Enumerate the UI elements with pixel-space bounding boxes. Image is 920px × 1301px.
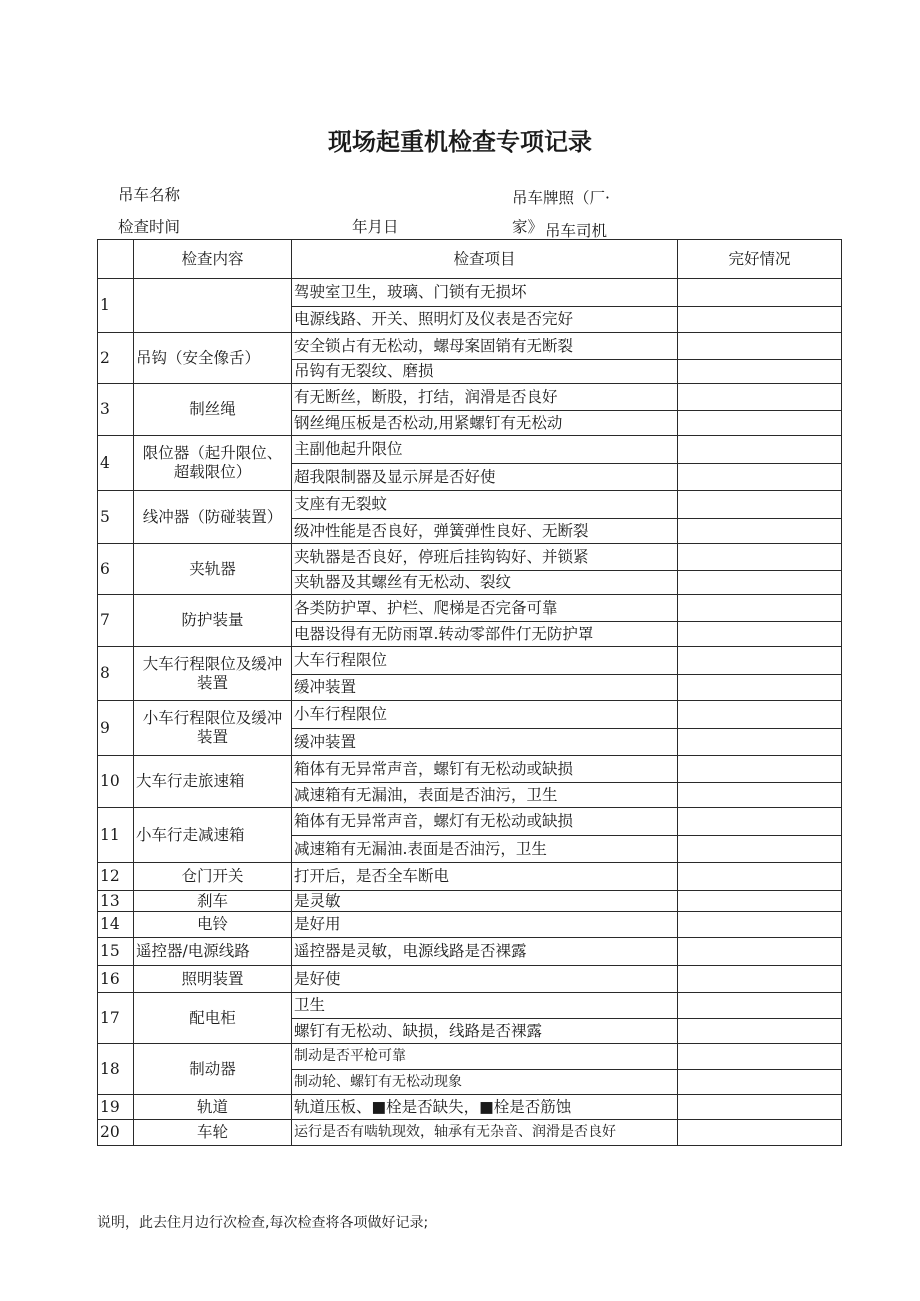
- inspection-item: 有无断丝，断股，打结，润滑是否良好: [292, 384, 678, 411]
- status-cell[interactable]: [678, 966, 842, 993]
- inspection-content: 大车行走旅速箱: [134, 756, 292, 808]
- inspection-item: 减速箱有无漏油.表面是否油污，卫生: [292, 836, 678, 863]
- table-row: [98, 863, 842, 891]
- status-cell[interactable]: [678, 464, 842, 491]
- header-status: 完好情况: [678, 240, 842, 279]
- inspection-item: 卫生: [292, 993, 678, 1019]
- status-cell[interactable]: [678, 571, 842, 595]
- table-row: [98, 701, 842, 729]
- inspection-content: 制丝绳: [134, 384, 292, 436]
- inspection-content: 制动器: [134, 1044, 292, 1095]
- row-number: 6: [98, 544, 134, 595]
- status-cell[interactable]: [678, 1095, 842, 1120]
- inspection-content: 防护装量: [134, 595, 292, 647]
- status-cell[interactable]: [678, 622, 842, 647]
- inspection-item: 安全锁占有无松动，螺母案固销有无断裂: [292, 333, 678, 360]
- status-cell[interactable]: [678, 307, 842, 333]
- inspection-item: 电器设得有无防雨罩.转动零部件仃无防护罩: [292, 622, 678, 647]
- inspection-item: 轨道压板、■栓是否缺失，■栓是否筋蚀: [292, 1095, 678, 1120]
- row-number: 17: [98, 993, 134, 1044]
- status-cell[interactable]: [678, 647, 842, 675]
- crane-name-label: 吊车名称: [118, 186, 181, 204]
- inspection-item: 夹轨器及其螺丝有无松动、裂纹: [292, 571, 678, 595]
- table-row: [98, 436, 842, 464]
- table-row: [98, 279, 842, 307]
- date-label: 年月日: [352, 218, 399, 236]
- status-cell[interactable]: [678, 783, 842, 808]
- inspection-content: 小车行走减速箱: [134, 808, 292, 863]
- table-row: [98, 912, 842, 938]
- inspection-item: 制动是否平枪可靠: [292, 1044, 678, 1070]
- inspection-item: 运行是否有啮轨现效，轴承有无杂音、润滑是否良好: [292, 1120, 678, 1146]
- inspection-item: 钢丝绳压板是否松动,用紧螺钉有无松动: [292, 411, 678, 436]
- table-row: [98, 544, 842, 571]
- row-number: 20: [98, 1120, 134, 1146]
- status-cell[interactable]: [678, 384, 842, 411]
- table-row: [98, 993, 842, 1019]
- inspection-content: 夹轨器: [134, 544, 292, 595]
- inspection-item: 减速箱有无漏油，表面是否油污，卫生: [292, 783, 678, 808]
- inspection-item: 是好用: [292, 912, 678, 938]
- status-cell[interactable]: [678, 1120, 842, 1146]
- inspection-item: 各类防护罩、护栏、爬梯是否完备可靠: [292, 595, 678, 622]
- status-cell[interactable]: [678, 836, 842, 863]
- inspection-item: 超我限制器及显示屏是否好使: [292, 464, 678, 491]
- table-header-row: [98, 240, 842, 279]
- status-cell[interactable]: [678, 411, 842, 436]
- table-row: [98, 647, 842, 675]
- inspection-item: 驾驶室卫生，玻璃、门锁有无损坏: [292, 279, 678, 307]
- row-number: 9: [98, 701, 134, 756]
- manufacturer-label: 家》: [512, 218, 544, 236]
- inspection-content: 小车行程限位及缓冲装置: [134, 701, 292, 756]
- crane-plate-label: 吊车牌照（厂·: [512, 189, 610, 207]
- header-content: 检查内容: [134, 240, 292, 279]
- status-cell[interactable]: [678, 491, 842, 519]
- inspection-item: 大车行程限位: [292, 647, 678, 675]
- inspection-content: 限位器（起升限位、超载限位）: [134, 436, 292, 491]
- inspection-item: 是好使: [292, 966, 678, 993]
- row-number: 4: [98, 436, 134, 491]
- status-cell[interactable]: [678, 938, 842, 966]
- table-row: [98, 384, 842, 411]
- status-cell[interactable]: [678, 701, 842, 729]
- inspection-item: 主副他起升限位: [292, 436, 678, 464]
- inspection-table: [97, 239, 842, 1146]
- crane-driver-label: 吊车司机: [545, 222, 608, 240]
- table-row: [98, 966, 842, 993]
- inspection-item: 电源线路、开关、照明灯及仪表是否完好: [292, 307, 678, 333]
- status-cell[interactable]: [678, 360, 842, 384]
- inspection-item: 是灵敏: [292, 891, 678, 912]
- inspection-item: 小车行程限位: [292, 701, 678, 729]
- inspection-item: 制动轮、螺钉有无松动现象: [292, 1070, 678, 1095]
- table-row: [98, 1044, 842, 1070]
- inspection-content: 照明装置: [134, 966, 292, 993]
- inspection-item: 打开后，是否全车断电: [292, 863, 678, 891]
- status-cell[interactable]: [678, 279, 842, 307]
- inspection-item: 箱体有无异常声音，螺钉有无松动或缺损: [292, 756, 678, 783]
- row-number: 14: [98, 912, 134, 938]
- status-cell[interactable]: [678, 808, 842, 836]
- status-cell[interactable]: [678, 675, 842, 701]
- page-title: 现场起重机检查专项记录: [328, 128, 592, 156]
- row-number: 11: [98, 808, 134, 863]
- status-cell[interactable]: [678, 519, 842, 544]
- row-number: 10: [98, 756, 134, 808]
- status-cell[interactable]: [678, 993, 842, 1019]
- table-row: [98, 808, 842, 836]
- inspection-content: [134, 279, 292, 333]
- table-row: [98, 1120, 842, 1146]
- row-number: 8: [98, 647, 134, 701]
- row-number: 3: [98, 384, 134, 436]
- status-cell[interactable]: [678, 1070, 842, 1095]
- table-row: [98, 938, 842, 966]
- inspection-item: 遥控器是灵敏，电源线路是否裸露: [292, 938, 678, 966]
- inspection-item: 级冲性能是否良好，弹簧弹性良好、无断裂: [292, 519, 678, 544]
- status-cell[interactable]: [678, 729, 842, 756]
- inspection-content: 刹车: [134, 891, 292, 912]
- inspection-item: 缓冲装置: [292, 675, 678, 701]
- table-row: [98, 491, 842, 519]
- row-number: 1: [98, 279, 134, 333]
- status-cell[interactable]: [678, 863, 842, 891]
- inspection-content: 配电柜: [134, 993, 292, 1044]
- row-number: 15: [98, 938, 134, 966]
- inspection-item: 缓冲装置: [292, 729, 678, 756]
- inspection-item: 支座有无裂蚊: [292, 491, 678, 519]
- inspection-item: 螺钉有无松动、缺损，线路是否裸露: [292, 1019, 678, 1044]
- status-cell[interactable]: [678, 756, 842, 783]
- table-row: [98, 1095, 842, 1120]
- row-number: 19: [98, 1095, 134, 1120]
- footer-note: 说明，此去住月边行次检查,每次检查将各项做好记录;: [97, 1215, 429, 1231]
- inspection-content: 电铃: [134, 912, 292, 938]
- row-number: 13: [98, 891, 134, 912]
- row-number: 18: [98, 1044, 134, 1095]
- inspection-content: 仓门开关: [134, 863, 292, 891]
- status-cell[interactable]: [678, 595, 842, 622]
- inspection-time-label: 检查时间: [118, 218, 181, 236]
- header-number: [98, 240, 134, 279]
- status-cell[interactable]: [678, 1019, 842, 1044]
- inspection-content: 轨道: [134, 1095, 292, 1120]
- status-cell[interactable]: [678, 1044, 842, 1070]
- status-cell[interactable]: [678, 333, 842, 360]
- header-item: 检查项目: [292, 240, 678, 279]
- row-number: 5: [98, 491, 134, 544]
- status-cell[interactable]: [678, 912, 842, 938]
- inspection-content: 遥控器/电源线路: [134, 938, 292, 966]
- row-number: 7: [98, 595, 134, 647]
- status-cell[interactable]: [678, 891, 842, 912]
- inspection-content: 线冲器（防碰装置）: [134, 491, 292, 544]
- row-number: 2: [98, 333, 134, 384]
- inspection-item: 夹轨器是否良好，停班后挂钩钩好、并锁紧: [292, 544, 678, 571]
- table-row: [98, 756, 842, 783]
- row-number: 16: [98, 966, 134, 993]
- inspection-content: 吊钩（安全像舌）: [134, 333, 292, 384]
- table-row: [98, 891, 842, 912]
- inspection-content: 大车行程限位及缓冲装置: [134, 647, 292, 701]
- row-number: 12: [98, 863, 134, 891]
- table-row: [98, 333, 842, 360]
- table-row: [98, 595, 842, 622]
- inspection-item: 吊钩有无裂纹、磨损: [292, 360, 678, 384]
- status-cell[interactable]: [678, 544, 842, 571]
- inspection-content: 车轮: [134, 1120, 292, 1146]
- status-cell[interactable]: [678, 436, 842, 464]
- inspection-item: 箱体有无异常声音，螺灯有无松动或缺损: [292, 808, 678, 836]
